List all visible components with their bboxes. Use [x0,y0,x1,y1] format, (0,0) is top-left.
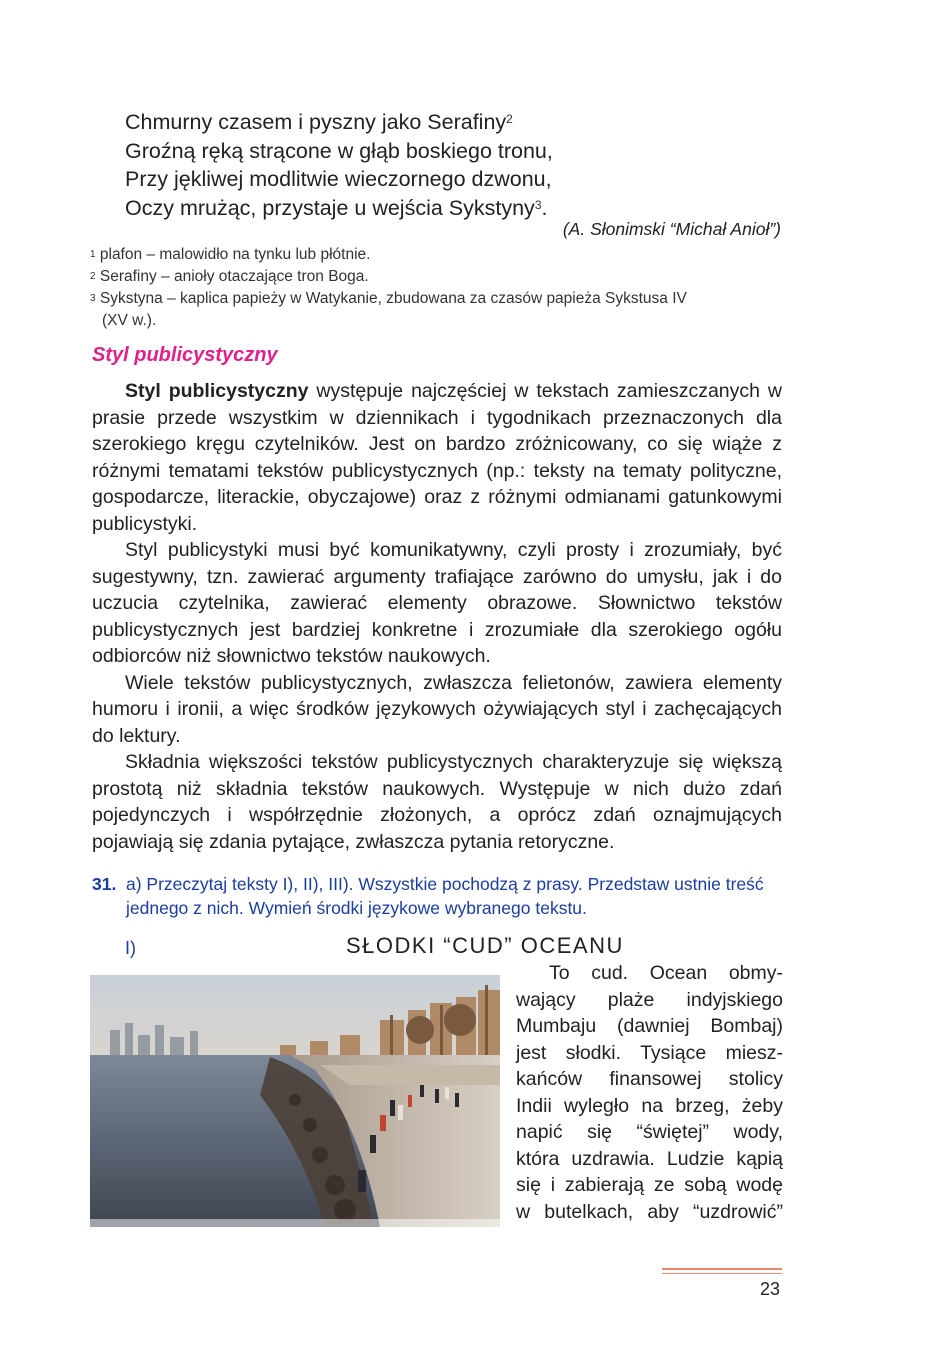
footnote-ref-3: 3 [534,197,542,212]
poem-attribution: (A. Słonimski “Michał Anioł”) [562,219,781,239]
paragraph-1-term: Styl publicystyczny [125,380,309,402]
footnote-3: $^3$ Sykstyna – kaplica papieży w Watykanie, zbudowana za czasów papieża Sykstusa IV [90,290,687,307]
exercise-instruction: a) Przeczytaj teksty I), II), III). Wszystkie pochodzą z prasy. Przedstaw ustnie treść jednego z nich. Wymień środki językowe wybranego tekstu. [126,874,764,918]
exercise-31 [92,872,782,920]
article-text [516,960,783,1225]
article-line: się i zabierają ze sobą wodę [516,1174,783,1196]
paragraph-2: Styl publicystyki musi być komunikatywny, czyli prosty i zrozumiały, być sugestywny, tzn. zawierać argumenty trafiające zarówno do umysłu, jak i do uczucia czytelnika, zawierać elementy obrazowe. Słownictwo tekstów publicystycznych jest bardziej konkretne i zrozumiałe dla szerokiego ogółu odbiorców niż słownictwo tekstów naukowych. [92,539,782,667]
paragraph-1: Styl publicystyczny występuje najczęściej w tekstach zamieszczanych w prasie przede wszystkim w dziennikach i tygodnikach przeznaczonych dla szerokiego kręgu czytelników. Jest on bardzo zróżnicowany, co się wiąże z różnymi tematami tekstów publicystycznych (np.: teksty na tematy polityczne, gospodarcze, literackie, obyczajowe) oraz z różnymi odmianami gatunkowymi publicystyki. [92,380,782,535]
article-line: która uzdrawia. Ludzie kąpią [516,1147,783,1170]
text-label: I) [125,938,136,958]
exercise-number: 31. [92,874,117,894]
poem-excerpt [125,108,553,222]
article-line: kańców finansowej stolicy [516,1068,783,1090]
section-title: Styl publicystyczny [92,344,278,366]
article-line: Mumbaju (dawniej Bombaj) [516,1015,783,1037]
article-line: wający plaże indyjskiego [516,988,783,1011]
poem-line-3: Przy jękliwej modlitwie wieczornego dzwonu, [125,167,552,191]
article-line: jest słodki. Tysiące miesz- [516,1041,783,1064]
poem-line-4: Oczy mrużąc, przystaje u wejścia Sykstyny$^3$. [125,195,548,220]
article-title: SŁODKI “CUD” OCEANU [346,933,624,958]
footnote-3-continuation: (XV w.). [102,312,157,329]
poem-line-1: Chmurny czasem i pyszny jako Serafiny$^2$ [125,110,513,134]
article-line: To cud. Ocean obmy- [549,962,783,984]
page-number-rule-thin [662,1273,782,1274]
poem-line-2: Groźną ręką strącone w głąb boskiego tronu, [125,138,553,163]
footnote-2: $^2$ Serafiny – anioły otaczające tron Boga. [90,268,369,285]
mumbai-seafront-photo [90,975,500,1227]
footnote-1: $^1$ plafon – malowidło na tynku lub płótnie. [90,246,371,263]
article-line: w butelkach, aby “uzdrowić” [516,1200,783,1223]
footnote-ref-2: 2 [506,112,513,126]
article-line: Indii wyległo na brzeg, żeby [516,1094,783,1117]
paragraph-3: Wiele tekstów publicystycznych, zwłaszcza felietonów, zawiera elementy humoru i ironii, a więc środków językowych ożywiających styl i zachęcających do lektury. [92,671,782,747]
page-number: 23 [760,1279,781,1299]
page-number-rule [662,1268,782,1270]
section-body [92,378,782,855]
footnotes [90,244,790,332]
paragraph-4: Składnia większości tekstów publicystycznych charakteryzuje się większą prostotą niż składnia tekstów naukowych. Występuje w nich dużo zdań pojedynczych i współrzędnie złożonych, a oprócz zdań oznajmujących pojawiają się zdania pytające, zwłaszcza pytania retoryczne. [92,751,782,853]
article-line: napić się “świętej” wody, [516,1121,783,1143]
